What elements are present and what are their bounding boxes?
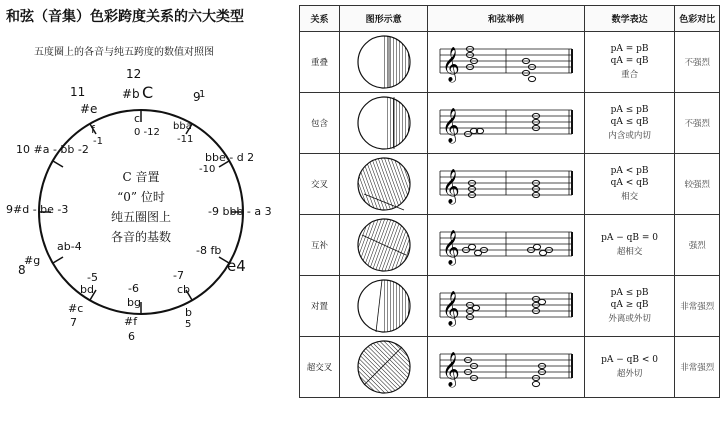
relation-cell: 重叠 — [300, 32, 340, 93]
svg-text:-10: -10 — [199, 164, 216, 175]
label-bsharp-c: #b — [122, 87, 140, 101]
color-contrast-cell: 不强烈 — [675, 93, 720, 154]
figure-cell — [340, 276, 428, 337]
relation-cell: 包含 — [300, 93, 340, 154]
treble-clef-icon: 𝄞 — [441, 47, 460, 82]
hatched-circle-icon — [354, 93, 414, 153]
center-line-2: “0” 位时 — [117, 190, 165, 204]
chord-example-cell — [428, 215, 584, 276]
hatched-circle-icon — [354, 276, 414, 336]
math-note: 外离或外切 — [608, 314, 651, 324]
label-as: 10 #a - bb -2 — [16, 143, 89, 156]
relation-cell: 对置 — [300, 276, 340, 337]
relation-cell: 互补 — [300, 215, 340, 276]
math-expression: qA ≤ qB — [610, 117, 649, 127]
relation-table — [299, 5, 720, 398]
math-note: 相交 — [621, 192, 639, 202]
table-row — [300, 93, 720, 154]
header-figure: 图形示意 — [340, 6, 428, 32]
staff-notation — [436, 220, 576, 270]
hatched-circle-icon — [354, 32, 414, 92]
label-zero-twelve: 0 -12 — [134, 127, 160, 138]
svg-text:cb: cb — [177, 283, 191, 296]
label-c-number: 12 — [126, 67, 142, 81]
math-cell — [584, 154, 675, 215]
math-cell — [584, 337, 675, 398]
header-math: 数学表达 — [584, 6, 675, 32]
center-line-3: 纯五圈图上 — [110, 210, 172, 224]
math-cell — [584, 93, 675, 154]
hatched-circle-icon — [354, 154, 414, 214]
color-contrast-cell: 非常强烈 — [675, 276, 720, 337]
header-relation: 关系 — [300, 6, 340, 32]
figure-cell — [340, 215, 428, 276]
math-expression: pA ≤ pB — [610, 105, 649, 115]
figure-cell — [340, 93, 428, 154]
svg-text:#f: #f — [124, 315, 138, 328]
svg-text:7: 7 — [70, 316, 77, 329]
center-line-4: 各音的基数 — [110, 230, 172, 244]
treble-clef-icon: 𝄞 — [441, 352, 460, 387]
page-title: 和弦（音集）色彩跨度关系的六大类型 — [6, 9, 244, 25]
svg-text:#e: #e — [80, 102, 98, 116]
staff-notation — [436, 159, 576, 209]
math-expression: pA − qB = 0 — [601, 233, 659, 243]
header-chord-example: 和弦举例 — [428, 6, 584, 32]
table-row — [300, 32, 720, 93]
svg-text:#g: #g — [24, 254, 41, 267]
color-contrast-cell: 非常强烈 — [675, 337, 720, 398]
svg-text:bd: bd — [80, 283, 94, 296]
label-e: -8 fb — [196, 244, 222, 257]
chord-example-cell — [428, 337, 584, 398]
math-expression: pA − qB < 0 — [601, 355, 659, 365]
math-note: 超相交 — [616, 247, 643, 257]
relation-cell: 交叉 — [300, 154, 340, 215]
svg-text:#c: #c — [68, 302, 84, 315]
svg-text:-1: -1 — [93, 136, 103, 147]
treble-clef-icon: 𝄞 — [441, 230, 460, 265]
staff-notation — [436, 98, 576, 148]
svg-text:6: 6 — [128, 330, 135, 343]
svg-text:e4: e4 — [227, 257, 246, 275]
math-note: 内含或内切 — [608, 131, 651, 141]
math-expression: qA ≥ qB — [610, 300, 649, 310]
label-c-inner: c — [134, 112, 141, 125]
staff-notation — [436, 342, 576, 392]
math-note: 超外切 — [616, 369, 643, 379]
math-cell — [584, 276, 675, 337]
hatched-circle-icon — [354, 215, 414, 275]
label-cs: -5 — [87, 271, 98, 284]
label-ds: 9#d - be -3 — [6, 203, 69, 216]
label-b: -7 — [173, 269, 184, 282]
label-fs: -6 — [128, 282, 139, 295]
chord-example-cell — [428, 276, 584, 337]
color-contrast-cell: 强烈 — [675, 215, 720, 276]
staff-notation — [436, 37, 576, 87]
svg-text:1: 1 — [199, 89, 206, 100]
header-color-contrast: 色彩对比 — [675, 6, 720, 32]
hatched-circle-icon — [354, 337, 414, 397]
svg-text:-11: -11 — [177, 134, 194, 145]
circle-of-fifths-diagram — [0, 0, 298, 427]
svg-text:8: 8 — [18, 263, 26, 277]
math-cell — [584, 32, 675, 93]
treble-clef-icon: 𝄞 — [441, 291, 460, 326]
svg-text:bg: bg — [127, 296, 141, 309]
treble-clef-icon: 𝄞 — [441, 108, 460, 143]
table-header-row — [300, 6, 720, 32]
label-g-num: 9 — [193, 90, 201, 104]
figure-cell — [340, 32, 428, 93]
figure-subtitle: 五度圈上的各音与纯五跨度的数值对照图 — [34, 47, 214, 58]
chord-example-cell — [428, 32, 584, 93]
treble-clef-icon: 𝄞 — [441, 169, 460, 204]
svg-text:b: b — [185, 306, 192, 319]
color-contrast-cell: 较强烈 — [675, 154, 720, 215]
svg-text:f: f — [91, 123, 95, 136]
staff-notation — [436, 281, 576, 331]
table-row — [300, 337, 720, 398]
math-expression: pA = pB — [610, 44, 649, 54]
label-gs: ab-4 — [57, 240, 82, 253]
label-a: -9 bbb - a 3 — [208, 205, 272, 218]
math-expression: qA < qB — [610, 178, 649, 188]
math-expression: qA = qB — [610, 56, 649, 66]
label-d: bbe - d 2 — [205, 151, 255, 164]
figure-cell — [340, 337, 428, 398]
center-line-1: C 音置 — [122, 170, 160, 184]
chord-example-cell — [428, 154, 584, 215]
table-row — [300, 154, 720, 215]
math-cell — [584, 215, 675, 276]
chord-example-cell — [428, 93, 584, 154]
svg-text:5: 5 — [185, 319, 192, 330]
math-note: 重合 — [621, 70, 639, 80]
color-contrast-cell: 不强烈 — [675, 32, 720, 93]
label-bba: bba — [173, 121, 192, 132]
relation-cell: 超交叉 — [300, 337, 340, 398]
label-es-num: 11 — [70, 85, 86, 99]
math-expression: pA < pB — [610, 166, 649, 176]
table-row — [300, 276, 720, 337]
table-row — [300, 215, 720, 276]
math-expression: pA ≤ pB — [610, 288, 649, 298]
figure-cell — [340, 154, 428, 215]
label-c: C — [142, 83, 154, 102]
